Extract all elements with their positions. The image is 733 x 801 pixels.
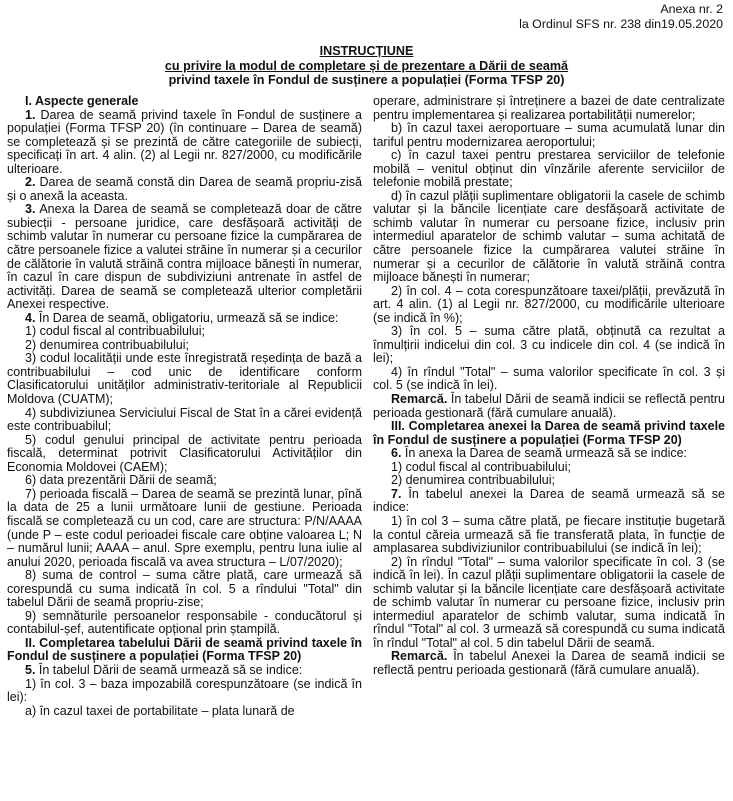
remark-text: În tabelul Anexei la Darea de seamă indicii se reflectă pentru perioada gestionară (fără cumulare anuală).: [373, 649, 725, 677]
list-item: 1) codul fiscal al contribuabilului;: [25, 324, 205, 339]
list-item: 2) în col. 4 – cota corespunzătoare taxei/plății, prevăzută în art. 4 alin. (1) al Legii nr. 827/2000, cu modificările ulterioare (se indică în %);: [373, 283, 725, 325]
paragraph-number: 2.: [25, 175, 36, 190]
paragraph-text: Darea de seamă constă din Darea de seamă propriu-zisă și o anexă la aceasta.: [7, 175, 362, 203]
list-item: 4) în rîndul "Total" – suma valorilor specificate în col. 3 și col. 5 (se indică în lei).: [373, 364, 725, 393]
list-item: b) în cazul taxei aeroportuare – suma acumulată lunar din tariful pentru modernizarea aeroportului;: [373, 121, 725, 149]
title-line-1: INSTRUCȚIUNE: [319, 44, 414, 58]
title-line-3: privind taxele în Fondul de susținere a populației (Forma TFSP 20): [168, 73, 565, 88]
paragraph-number: 1.: [25, 107, 36, 122]
list-item: 1) codul fiscal al contribuabilului;: [391, 459, 571, 474]
list-item: c) în cazul taxei pentru prestarea serviciilor de telefonie mobilă – venitul obținut din vînzările aferente serviciilor de telefonie mobilă prestate;: [373, 148, 725, 190]
list-item: 8) suma de control – suma către plată, care urmează să corespundă cu suma indicată în col. 5 a rîndului "Total" din tabelul Dării de seamă propriu-zise;: [7, 568, 362, 610]
remark-1: [373, 393, 725, 420]
list-item-continued: operare, administrare și întreținere a bazei de date centralizate pentru implementarea și realizarea portabilității numerelor;: [373, 94, 725, 122]
remark-label: Remarcă.: [391, 392, 448, 407]
document-title: [0, 44, 733, 88]
remark-text: În tabelul Dării de seamă indicii se reflectă pentru perioada gestionară (fără cumulare anuală).: [373, 392, 725, 420]
section-3-heading: III. Completarea anexei la Darea de seamă privind taxele în Fondul de susținere a populației (Forma TFSP 20): [373, 419, 725, 447]
paragraph-6: [373, 447, 725, 461]
left-column: [7, 95, 362, 718]
paragraph-text: În tabelul Dării de seamă urmează să se indice:: [35, 662, 303, 677]
order-reference: la Ordinul SFS nr. 238 din19.05.2020: [519, 16, 723, 31]
list-item: 3) codul localității unde este înregistrată reședința de bază a contribuabilului – cod unic de identificare conform Clasificatorului unităților administrativ-teritoriale al Republicii Moldova (CUATM);: [7, 351, 362, 407]
title-line-2: cu privire la modul de completare și de prezentare a Dării de seamă: [164, 58, 569, 73]
paragraph-text: În anexa la Darea de seamă urmează să se indice:: [401, 446, 688, 461]
list-item: 5) codul genului principal de activitate pentru perioada fiscală, determinat potrivit Clasificatorului Activităților din Economia Moldovei (CAEM);: [7, 432, 362, 474]
paragraph-5: [7, 664, 362, 678]
list-item: 4) subdiviziunea Serviciului Fiscal de Stat în a cărei evidență este contribuabilul;: [7, 405, 362, 434]
list-item: 1) în col 3 – suma către plată, pe fiecare instituție bugetară la contul căreia urmează să fie transferată plata, în funcție de amplasarea subdiviziunilor contribuabilului (se indică în lei);: [373, 513, 725, 556]
annex-reference: [519, 2, 723, 31]
list-item: 3) în col. 5 – suma către plată, obținută ca rezultat a înmulțirii indicelui din col. 3 cu indicele din col. 4 (se indică în lei);: [373, 324, 725, 366]
paragraph-text: În Darea de seamă, obligatoriu, urmează să se indice:: [35, 310, 339, 325]
paragraph-number: 3.: [25, 202, 36, 217]
remark-label: Remarcă.: [391, 649, 448, 664]
paragraph-7: [373, 488, 725, 515]
paragraph-number: 6.: [391, 446, 402, 461]
list-item: 1) în col. 3 – baza impozabilă corespunzătoare (se indică în lei):: [7, 676, 362, 705]
annex-number: Anexa nr. 2: [660, 2, 723, 16]
paragraph-4: [7, 312, 362, 326]
paragraph-2: [7, 176, 362, 203]
list-item: 9) semnăturile persoanelor responsabile - conducătorul și contabilul-șef, autentificate opțional prin ștampilă.: [7, 608, 362, 637]
right-column: [373, 95, 725, 678]
paragraph-text: Darea de seamă privind taxele în Fondul de susținere a populației (Forma TFSP 20) (în continuare – Darea de seamă) se completează și se prezintă de către categoriile de subiecți, specificați în art. 4 alin. (2) al Legii nr. 827/2000, cu modificările ulterioare.: [7, 107, 362, 176]
paragraph-text: Anexa la Darea de seamă se completează doar de către subiecții - persoane juridice, care desfășoară activități de schimb valutar în numerar cu persoane fizice la cumpărarea de către persoanele fizice a valutei străine în numerar și a cecurilor de călătorie în valută străină contra mijloace bănești în numerar, în cazul în care dispun de subdiviziuni antrenate în astfel de activități. Darea de seamă se completează ulterior completării Anexei respective.: [7, 202, 362, 312]
section-1-heading: I. Aspecte generale: [25, 94, 139, 108]
paragraph-3: [7, 203, 362, 311]
paragraph-1: [7, 109, 362, 177]
list-item: 2) în rîndul "Total" – suma valorilor specificate în col. 3 (se indică în lei). În cazul plății suplimentare obligatorii la casele de schimb valutar și la băncile licențiate care desfășoară activitate de schimb valutar în numerar cu persoane fizice, inclusiv prin intermediul aparatelor de schimb valutar, suma indicată în rîndul "Total" al col. 3 urmează să corespundă cu suma indicată în rîndul "Total" al col. 5 din tabelul Dării de seamă.: [373, 554, 725, 650]
remark-2: [373, 650, 725, 677]
paragraph-number: 7.: [391, 486, 402, 501]
paragraph-number: 5.: [25, 662, 36, 677]
paragraph-number: 4.: [25, 310, 36, 325]
list-item: 2) denumirea contribuabilului;: [391, 473, 555, 488]
list-item: 7) perioada fiscală – Darea de seamă se prezintă lunar, pînă la data de 25 a lunii următoare lunii de gestiune. Perioada fiscală se completează cu un cod, care are structura: P/N/AAAA (unde P – este codul perioadei fiscale care obține valoarea L; N – numărul lunii; AAAA – anul. Spre exemplu, pentru luna iulie al anului 2020, perioada fiscală va avea structura – L/07/2020);: [7, 486, 362, 569]
list-item: a) în cazul taxei de portabilitate – plata lunară de: [25, 703, 295, 718]
list-item: 6) data prezentării Dării de seamă;: [25, 473, 217, 488]
paragraph-text: În tabelul anexei la Darea de seamă urmează să se indice:: [373, 486, 725, 515]
list-item: d) în cazul plății suplimentare obligatorii la casele de schimb valutar și la băncile licențiate care desfășoară activitate de schimb valutar în numerar cu persoane fizice, inclusiv prin intermediul aparatelor de schimb valutar – suma achitată de către persoanele fizice la cumpărarea valutei străine în numerar și a cecurilor de călătorie în valută străină contra mijloace bănești în numerar;: [373, 188, 725, 285]
list-item: 2) denumirea contribuabilului;: [25, 337, 189, 352]
section-2-heading: II. Completarea tabelului Dării de seamă privind taxele în Fondul de susținere a populației (Forma TFSP 20): [7, 635, 362, 664]
